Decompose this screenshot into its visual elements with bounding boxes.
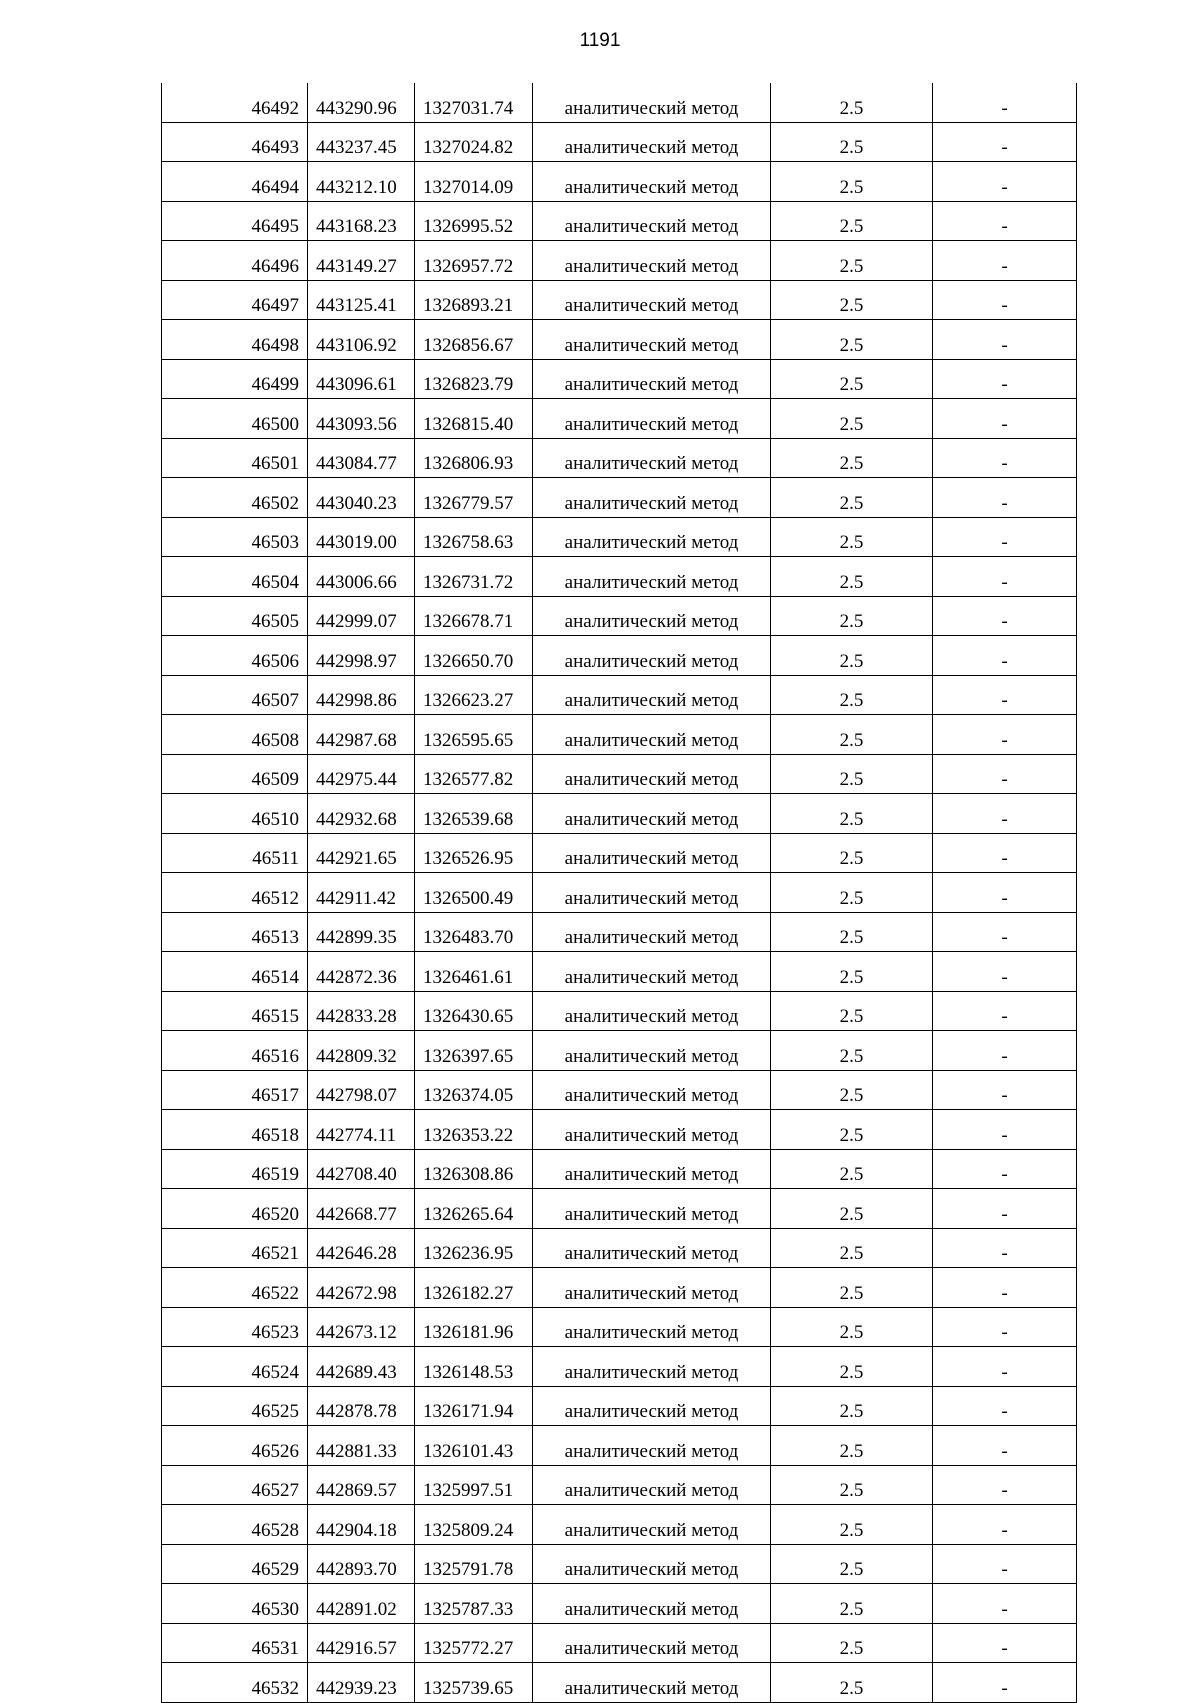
method-cell: аналитический метод xyxy=(533,1347,771,1387)
accuracy-cell: 2.5 xyxy=(771,280,933,320)
y-coordinate-cell: 1326430.65 xyxy=(415,991,533,1031)
y-coordinate-cell: 1326171.94 xyxy=(415,1386,533,1426)
x-coordinate-cell: 443149.27 xyxy=(308,241,415,281)
x-coordinate-cell: 442998.86 xyxy=(308,675,415,715)
table-row xyxy=(162,636,1077,676)
table-row xyxy=(162,596,1077,636)
method-cell: аналитический метод xyxy=(533,320,771,360)
y-coordinate-cell: 1326374.05 xyxy=(415,1070,533,1110)
method-cell: аналитический метод xyxy=(533,1149,771,1189)
method-cell: аналитический метод xyxy=(533,438,771,478)
method-cell: аналитический метод xyxy=(533,1031,771,1071)
x-coordinate-cell: 442939.23 xyxy=(308,1663,415,1703)
method-cell: аналитический метод xyxy=(533,952,771,992)
accuracy-cell: 2.5 xyxy=(771,1584,933,1624)
point-number-cell: 46504 xyxy=(162,557,308,597)
y-coordinate-cell: 1326650.70 xyxy=(415,636,533,676)
point-number-cell: 46502 xyxy=(162,478,308,518)
accuracy-cell: 2.5 xyxy=(771,596,933,636)
method-cell: аналитический метод xyxy=(533,833,771,873)
accuracy-cell: 2.5 xyxy=(771,1347,933,1387)
note-cell: - xyxy=(933,1189,1077,1229)
point-number-cell: 46517 xyxy=(162,1070,308,1110)
x-coordinate-cell: 442878.78 xyxy=(308,1386,415,1426)
y-coordinate-cell: 1326623.27 xyxy=(415,675,533,715)
x-coordinate-cell: 442911.42 xyxy=(308,873,415,913)
table-row xyxy=(162,675,1077,715)
accuracy-cell: 2.5 xyxy=(771,438,933,478)
x-coordinate-cell: 442689.43 xyxy=(308,1347,415,1387)
method-cell: аналитический метод xyxy=(533,1110,771,1150)
y-coordinate-cell: 1326856.67 xyxy=(415,320,533,360)
y-coordinate-cell: 1326526.95 xyxy=(415,833,533,873)
y-coordinate-cell: 1325791.78 xyxy=(415,1544,533,1584)
method-cell: аналитический метод xyxy=(533,162,771,202)
y-coordinate-cell: 1326595.65 xyxy=(415,715,533,755)
x-coordinate-cell: 442672.98 xyxy=(308,1268,415,1308)
note-cell: - xyxy=(933,557,1077,597)
table-row xyxy=(162,517,1077,557)
coordinates-table xyxy=(161,83,1077,1703)
method-cell: аналитический метод xyxy=(533,1584,771,1624)
note-cell: - xyxy=(933,1663,1077,1703)
table-row xyxy=(162,1228,1077,1268)
table-row xyxy=(162,833,1077,873)
point-number-cell: 46499 xyxy=(162,359,308,399)
x-coordinate-cell: 442916.57 xyxy=(308,1623,415,1663)
note-cell: - xyxy=(933,1110,1077,1150)
table-row xyxy=(162,1110,1077,1150)
note-cell: - xyxy=(933,517,1077,557)
y-coordinate-cell: 1326483.70 xyxy=(415,912,533,952)
accuracy-cell: 2.5 xyxy=(771,715,933,755)
point-number-cell: 46506 xyxy=(162,636,308,676)
x-coordinate-cell: 442809.32 xyxy=(308,1031,415,1071)
note-cell: - xyxy=(933,122,1077,162)
point-number-cell: 46494 xyxy=(162,162,308,202)
note-cell: - xyxy=(933,320,1077,360)
accuracy-cell: 2.5 xyxy=(771,873,933,913)
accuracy-cell: 2.5 xyxy=(771,241,933,281)
method-cell: аналитический метод xyxy=(533,636,771,676)
point-number-cell: 46514 xyxy=(162,952,308,992)
y-coordinate-cell: 1325772.27 xyxy=(415,1623,533,1663)
x-coordinate-cell: 442999.07 xyxy=(308,596,415,636)
table-row xyxy=(162,1426,1077,1466)
method-cell: аналитический метод xyxy=(533,754,771,794)
note-cell: - xyxy=(933,1228,1077,1268)
y-coordinate-cell: 1327024.82 xyxy=(415,122,533,162)
note-cell: - xyxy=(933,991,1077,1031)
y-coordinate-cell: 1326236.95 xyxy=(415,1228,533,1268)
y-coordinate-cell: 1326539.68 xyxy=(415,794,533,834)
note-cell: - xyxy=(933,912,1077,952)
x-coordinate-cell: 442998.97 xyxy=(308,636,415,676)
point-number-cell: 46500 xyxy=(162,399,308,439)
accuracy-cell: 2.5 xyxy=(771,320,933,360)
point-number-cell: 46505 xyxy=(162,596,308,636)
table-row xyxy=(162,1386,1077,1426)
y-coordinate-cell: 1325809.24 xyxy=(415,1505,533,1545)
method-cell: аналитический метод xyxy=(533,873,771,913)
point-number-cell: 46510 xyxy=(162,794,308,834)
note-cell: - xyxy=(933,873,1077,913)
table-row xyxy=(162,122,1077,162)
y-coordinate-cell: 1326101.43 xyxy=(415,1426,533,1466)
accuracy-cell: 2.5 xyxy=(771,1189,933,1229)
y-coordinate-cell: 1326678.71 xyxy=(415,596,533,636)
x-coordinate-cell: 442975.44 xyxy=(308,754,415,794)
y-coordinate-cell: 1326308.86 xyxy=(415,1149,533,1189)
y-coordinate-cell: 1326265.64 xyxy=(415,1189,533,1229)
point-number-cell: 46493 xyxy=(162,122,308,162)
y-coordinate-cell: 1326353.22 xyxy=(415,1110,533,1150)
table-row xyxy=(162,1505,1077,1545)
note-cell: - xyxy=(933,794,1077,834)
accuracy-cell: 2.5 xyxy=(771,1663,933,1703)
point-number-cell: 46521 xyxy=(162,1228,308,1268)
method-cell: аналитический метод xyxy=(533,1386,771,1426)
note-cell: - xyxy=(933,241,1077,281)
note-cell: - xyxy=(933,1426,1077,1466)
y-coordinate-cell: 1326181.96 xyxy=(415,1307,533,1347)
y-coordinate-cell: 1326957.72 xyxy=(415,241,533,281)
x-coordinate-cell: 443006.66 xyxy=(308,557,415,597)
method-cell: аналитический метод xyxy=(533,122,771,162)
x-coordinate-cell: 442869.57 xyxy=(308,1465,415,1505)
table-row xyxy=(162,1031,1077,1071)
table-row xyxy=(162,873,1077,913)
method-cell: аналитический метод xyxy=(533,1070,771,1110)
method-cell: аналитический метод xyxy=(533,83,771,122)
method-cell: аналитический метод xyxy=(533,399,771,439)
note-cell: - xyxy=(933,1149,1077,1189)
x-coordinate-cell: 443168.23 xyxy=(308,201,415,241)
table-row xyxy=(162,241,1077,281)
table-row xyxy=(162,201,1077,241)
note-cell: - xyxy=(933,952,1077,992)
point-number-cell: 46511 xyxy=(162,833,308,873)
method-cell: аналитический метод xyxy=(533,675,771,715)
method-cell: аналитический метод xyxy=(533,991,771,1031)
y-coordinate-cell: 1325739.65 xyxy=(415,1663,533,1703)
accuracy-cell: 2.5 xyxy=(771,794,933,834)
x-coordinate-cell: 443212.10 xyxy=(308,162,415,202)
accuracy-cell: 2.5 xyxy=(771,1070,933,1110)
note-cell: - xyxy=(933,754,1077,794)
point-number-cell: 46523 xyxy=(162,1307,308,1347)
accuracy-cell: 2.5 xyxy=(771,1268,933,1308)
x-coordinate-cell: 442891.02 xyxy=(308,1584,415,1624)
accuracy-cell: 2.5 xyxy=(771,122,933,162)
y-coordinate-cell: 1326815.40 xyxy=(415,399,533,439)
x-coordinate-cell: 442881.33 xyxy=(308,1426,415,1466)
x-coordinate-cell: 442708.40 xyxy=(308,1149,415,1189)
x-coordinate-cell: 443125.41 xyxy=(308,280,415,320)
method-cell: аналитический метод xyxy=(533,557,771,597)
y-coordinate-cell: 1327014.09 xyxy=(415,162,533,202)
y-coordinate-cell: 1325787.33 xyxy=(415,1584,533,1624)
accuracy-cell: 2.5 xyxy=(771,201,933,241)
x-coordinate-cell: 443040.23 xyxy=(308,478,415,518)
point-number-cell: 46525 xyxy=(162,1386,308,1426)
method-cell: аналитический метод xyxy=(533,1663,771,1703)
table-row xyxy=(162,478,1077,518)
accuracy-cell: 2.5 xyxy=(771,557,933,597)
note-cell: - xyxy=(933,438,1077,478)
table-row xyxy=(162,399,1077,439)
y-coordinate-cell: 1327031.74 xyxy=(415,83,533,122)
note-cell: - xyxy=(933,1623,1077,1663)
point-number-cell: 46518 xyxy=(162,1110,308,1150)
table-row xyxy=(162,1584,1077,1624)
coordinates-table-body xyxy=(162,83,1077,1702)
note-cell: - xyxy=(933,833,1077,873)
x-coordinate-cell: 442932.68 xyxy=(308,794,415,834)
x-coordinate-cell: 442899.35 xyxy=(308,912,415,952)
method-cell: аналитический метод xyxy=(533,1268,771,1308)
x-coordinate-cell: 443106.92 xyxy=(308,320,415,360)
method-cell: аналитический метод xyxy=(533,1426,771,1466)
note-cell: - xyxy=(933,201,1077,241)
table-row xyxy=(162,1544,1077,1584)
x-coordinate-cell: 442646.28 xyxy=(308,1228,415,1268)
note-cell: - xyxy=(933,1347,1077,1387)
y-coordinate-cell: 1326823.79 xyxy=(415,359,533,399)
point-number-cell: 46503 xyxy=(162,517,308,557)
accuracy-cell: 2.5 xyxy=(771,991,933,1031)
point-number-cell: 46522 xyxy=(162,1268,308,1308)
point-number-cell: 46532 xyxy=(162,1663,308,1703)
accuracy-cell: 2.5 xyxy=(771,1031,933,1071)
method-cell: аналитический метод xyxy=(533,1307,771,1347)
x-coordinate-cell: 443084.77 xyxy=(308,438,415,478)
note-cell: - xyxy=(933,478,1077,518)
accuracy-cell: 2.5 xyxy=(771,1386,933,1426)
table-row xyxy=(162,359,1077,399)
method-cell: аналитический метод xyxy=(533,1623,771,1663)
y-coordinate-cell: 1326893.21 xyxy=(415,280,533,320)
note-cell: - xyxy=(933,1386,1077,1426)
table-row xyxy=(162,83,1077,122)
point-number-cell: 46529 xyxy=(162,1544,308,1584)
table-row xyxy=(162,1149,1077,1189)
table-row xyxy=(162,1070,1077,1110)
table-row xyxy=(162,912,1077,952)
note-cell: - xyxy=(933,399,1077,439)
point-number-cell: 46513 xyxy=(162,912,308,952)
x-coordinate-cell: 443237.45 xyxy=(308,122,415,162)
table-row xyxy=(162,1347,1077,1387)
y-coordinate-cell: 1326500.49 xyxy=(415,873,533,913)
method-cell: аналитический метод xyxy=(533,478,771,518)
method-cell: аналитический метод xyxy=(533,596,771,636)
accuracy-cell: 2.5 xyxy=(771,1228,933,1268)
x-coordinate-cell: 443096.61 xyxy=(308,359,415,399)
accuracy-cell: 2.5 xyxy=(771,833,933,873)
x-coordinate-cell: 443019.00 xyxy=(308,517,415,557)
y-coordinate-cell: 1326182.27 xyxy=(415,1268,533,1308)
accuracy-cell: 2.5 xyxy=(771,162,933,202)
accuracy-cell: 2.5 xyxy=(771,1149,933,1189)
point-number-cell: 46507 xyxy=(162,675,308,715)
y-coordinate-cell: 1326148.53 xyxy=(415,1347,533,1387)
table-row xyxy=(162,438,1077,478)
point-number-cell: 46512 xyxy=(162,873,308,913)
point-number-cell: 46524 xyxy=(162,1347,308,1387)
method-cell: аналитический метод xyxy=(533,912,771,952)
x-coordinate-cell: 442904.18 xyxy=(308,1505,415,1545)
note-cell: - xyxy=(933,636,1077,676)
accuracy-cell: 2.5 xyxy=(771,675,933,715)
page-number: 1191 xyxy=(579,30,621,51)
point-number-cell: 46526 xyxy=(162,1426,308,1466)
point-number-cell: 46497 xyxy=(162,280,308,320)
method-cell: аналитический метод xyxy=(533,280,771,320)
accuracy-cell: 2.5 xyxy=(771,1544,933,1584)
point-number-cell: 46501 xyxy=(162,438,308,478)
point-number-cell: 46509 xyxy=(162,754,308,794)
table-row xyxy=(162,280,1077,320)
point-number-cell: 46492 xyxy=(162,83,308,122)
accuracy-cell: 2.5 xyxy=(771,517,933,557)
table-row xyxy=(162,1268,1077,1308)
x-coordinate-cell: 442798.07 xyxy=(308,1070,415,1110)
table-row xyxy=(162,715,1077,755)
table-row xyxy=(162,1663,1077,1703)
accuracy-cell: 2.5 xyxy=(771,1505,933,1545)
point-number-cell: 46515 xyxy=(162,991,308,1031)
point-number-cell: 46527 xyxy=(162,1465,308,1505)
method-cell: аналитический метод xyxy=(533,1465,771,1505)
table-row xyxy=(162,320,1077,360)
x-coordinate-cell: 442833.28 xyxy=(308,991,415,1031)
accuracy-cell: 2.5 xyxy=(771,478,933,518)
point-number-cell: 46520 xyxy=(162,1189,308,1229)
point-number-cell: 46516 xyxy=(162,1031,308,1071)
accuracy-cell: 2.5 xyxy=(771,636,933,676)
table-row xyxy=(162,557,1077,597)
note-cell: - xyxy=(933,596,1077,636)
x-coordinate-cell: 442921.65 xyxy=(308,833,415,873)
note-cell: - xyxy=(933,280,1077,320)
point-number-cell: 46519 xyxy=(162,1149,308,1189)
accuracy-cell: 2.5 xyxy=(771,1426,933,1466)
x-coordinate-cell: 442872.36 xyxy=(308,952,415,992)
accuracy-cell: 2.5 xyxy=(771,912,933,952)
table-row xyxy=(162,952,1077,992)
accuracy-cell: 2.5 xyxy=(771,1110,933,1150)
accuracy-cell: 2.5 xyxy=(771,1307,933,1347)
table-row xyxy=(162,1307,1077,1347)
table-row xyxy=(162,754,1077,794)
note-cell: - xyxy=(933,1070,1077,1110)
x-coordinate-cell: 442668.77 xyxy=(308,1189,415,1229)
note-cell: - xyxy=(933,675,1077,715)
y-coordinate-cell: 1326397.65 xyxy=(415,1031,533,1071)
x-coordinate-cell: 442987.68 xyxy=(308,715,415,755)
note-cell: - xyxy=(933,715,1077,755)
note-cell: - xyxy=(933,359,1077,399)
y-coordinate-cell: 1326577.82 xyxy=(415,754,533,794)
y-coordinate-cell: 1326779.57 xyxy=(415,478,533,518)
method-cell: аналитический метод xyxy=(533,517,771,557)
point-number-cell: 46498 xyxy=(162,320,308,360)
point-number-cell: 46530 xyxy=(162,1584,308,1624)
table-row xyxy=(162,162,1077,202)
y-coordinate-cell: 1326461.61 xyxy=(415,952,533,992)
y-coordinate-cell: 1326806.93 xyxy=(415,438,533,478)
point-number-cell: 46495 xyxy=(162,201,308,241)
note-cell: - xyxy=(933,1268,1077,1308)
method-cell: аналитический метод xyxy=(533,241,771,281)
note-cell: - xyxy=(933,1505,1077,1545)
table-row xyxy=(162,1465,1077,1505)
table-row xyxy=(162,1189,1077,1229)
x-coordinate-cell: 443290.96 xyxy=(308,83,415,122)
note-cell: - xyxy=(933,1031,1077,1071)
note-cell: - xyxy=(933,162,1077,202)
note-cell: - xyxy=(933,1584,1077,1624)
x-coordinate-cell: 442893.70 xyxy=(308,1544,415,1584)
table-row xyxy=(162,991,1077,1031)
x-coordinate-cell: 443093.56 xyxy=(308,399,415,439)
accuracy-cell: 2.5 xyxy=(771,1623,933,1663)
accuracy-cell: 2.5 xyxy=(771,1465,933,1505)
note-cell: - xyxy=(933,83,1077,122)
point-number-cell: 46528 xyxy=(162,1505,308,1545)
accuracy-cell: 2.5 xyxy=(771,399,933,439)
method-cell: аналитический метод xyxy=(533,715,771,755)
accuracy-cell: 2.5 xyxy=(771,359,933,399)
accuracy-cell: 2.5 xyxy=(771,754,933,794)
point-number-cell: 46508 xyxy=(162,715,308,755)
method-cell: аналитический метод xyxy=(533,1228,771,1268)
accuracy-cell: 2.5 xyxy=(771,952,933,992)
point-number-cell: 46496 xyxy=(162,241,308,281)
table-row xyxy=(162,794,1077,834)
x-coordinate-cell: 442774.11 xyxy=(308,1110,415,1150)
method-cell: аналитический метод xyxy=(533,794,771,834)
method-cell: аналитический метод xyxy=(533,359,771,399)
y-coordinate-cell: 1325997.51 xyxy=(415,1465,533,1505)
method-cell: аналитический метод xyxy=(533,1544,771,1584)
table-row xyxy=(162,1623,1077,1663)
point-number-cell: 46531 xyxy=(162,1623,308,1663)
y-coordinate-cell: 1326758.63 xyxy=(415,517,533,557)
method-cell: аналитический метод xyxy=(533,1189,771,1229)
y-coordinate-cell: 1326995.52 xyxy=(415,201,533,241)
accuracy-cell: 2.5 xyxy=(771,83,933,122)
note-cell: - xyxy=(933,1307,1077,1347)
y-coordinate-cell: 1326731.72 xyxy=(415,557,533,597)
note-cell: - xyxy=(933,1465,1077,1505)
method-cell: аналитический метод xyxy=(533,1505,771,1545)
note-cell: - xyxy=(933,1544,1077,1584)
method-cell: аналитический метод xyxy=(533,201,771,241)
x-coordinate-cell: 442673.12 xyxy=(308,1307,415,1347)
